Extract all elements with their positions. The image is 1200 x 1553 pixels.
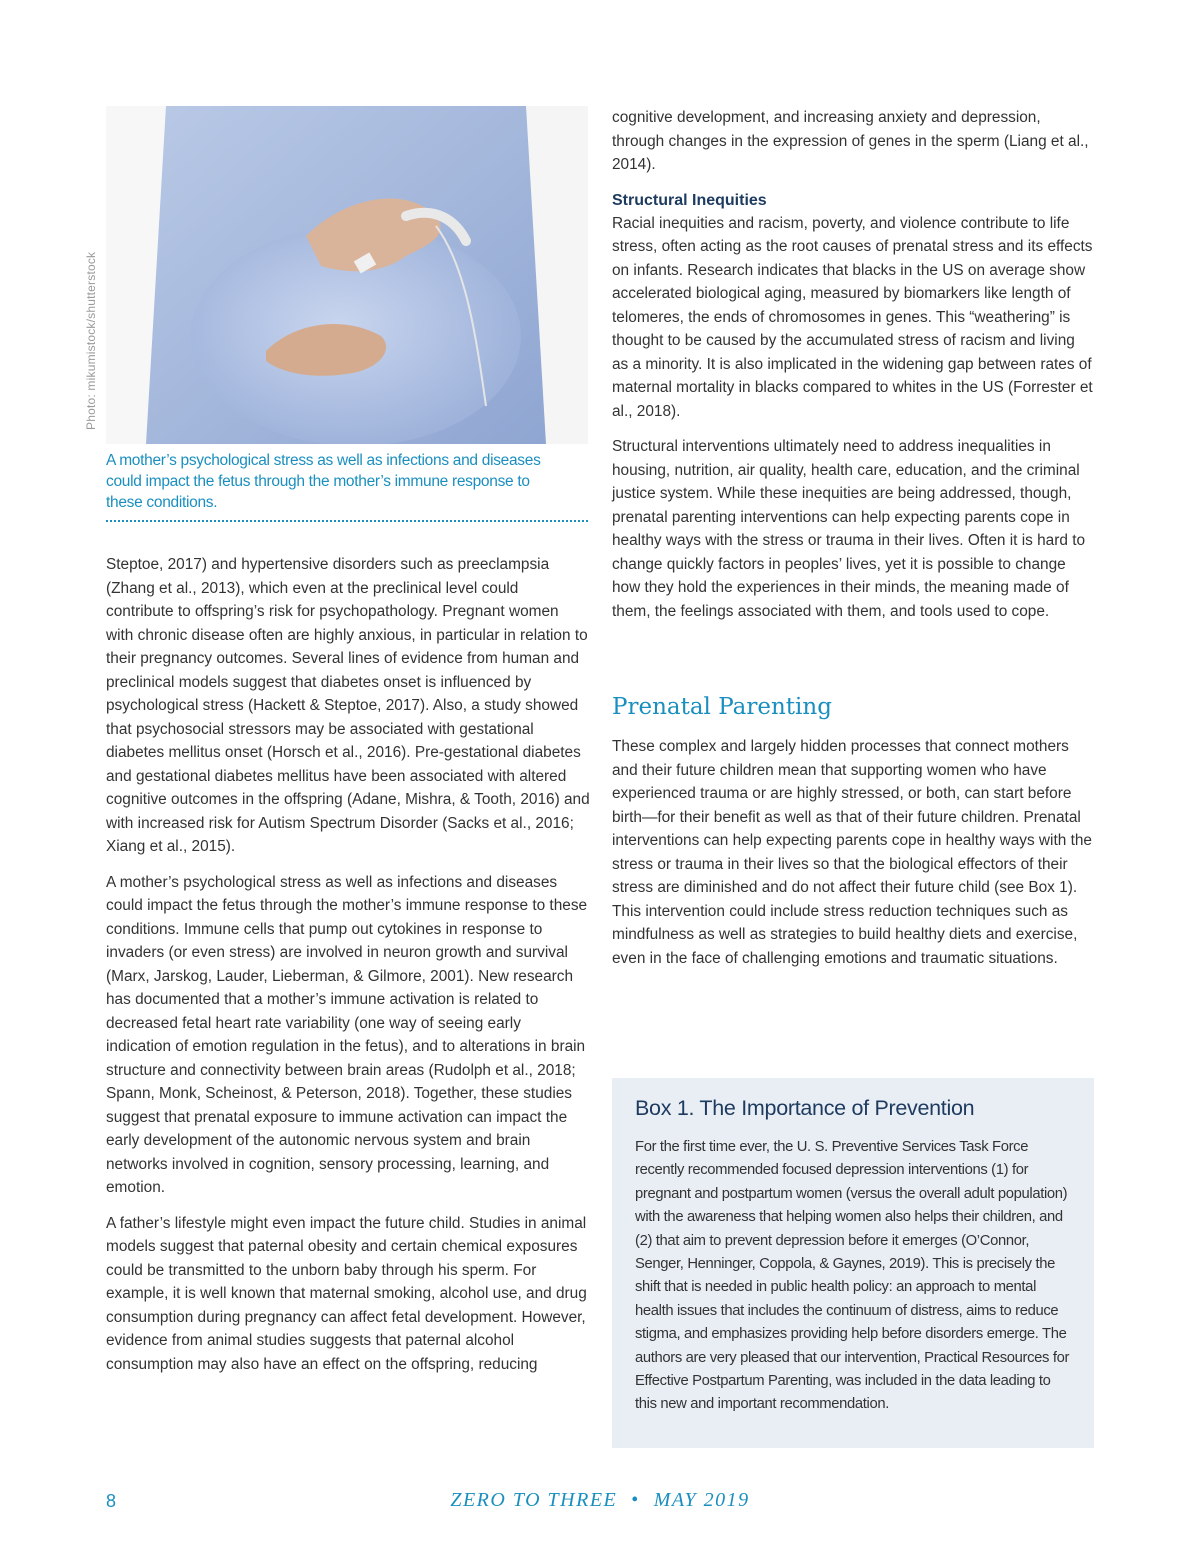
- right-column-top: [612, 106, 1094, 635]
- publication-name: ZERO TO THREE: [450, 1489, 618, 1511]
- right-paragraph-2: Structural interventions ultimately need to address inequalities in housing, nutrition, air quality, health care, education, and the criminal justice system. While these inequities are being addressed, though, prenatal parenting interventions can help expecting parents cope in healthy ways with the stress or trauma in their lives. Often it is hard to change quickly factors in peoples’ lives, yet it is possible to change how they hold the experiences in their minds, the meaning made of them, the feelings associated with them, and tools used to cope.: [612, 438, 1086, 620]
- caption-divider: [106, 520, 588, 522]
- section-title-prenatal-parenting: Prenatal Parenting: [612, 694, 832, 720]
- right-column-middle: [612, 735, 1094, 982]
- box-text: For the first time ever, the U. S. Preventive Services Task Force recently recommended focused depression interventions (1) for pregnant and postpartum women (versus the overall adult population) with the awareness that helping women also helps their children, and (2) that aim to prevent depression before it emerges (O’Connor, Senger, Henninger, Coppola, & Gaynes, 2019). This is precisely the shift that is needed in public health policy: an approach to mental health issues that includes the continuum of distress, aims to reduce stigma, and emphasizes providing help before disorders emerge. The authors are very pleased that our intervention, Practical Resources for Effective Postpartum Parenting, was included in the data leading to this new and important recommendation.: [635, 1139, 1070, 1413]
- box-title: Box 1. The Importance of Prevention: [635, 1096, 975, 1120]
- footer-publication: [0, 1489, 1200, 1512]
- right-paragraph-1: Racial inequities and racism, poverty, and violence contribute to life stress, often acting as the root causes of prenatal stress and its effects on infants. Research indicates that blacks in the US on average show accelerated biological aging, measured by biomarkers like length of telomeres, the ends of chromosomes in genes. This “weathering” is thought to be caused by the accumulated stress of racism and living as a minority. It is also implicated in the widening gap between rates of maternal mortality in blacks compared to whites in the US (Forrester et al., 2018).: [612, 214, 1093, 420]
- photo-credit: Photo: mikumistock/shutterstock: [84, 251, 98, 430]
- publication-date: MAY 2019: [653, 1489, 750, 1511]
- right-paragraph-3: These complex and largely hidden processes that connect mothers and their future children mean that supporting women who have experienced trauma or are highly stressed, or both, can start before birth—for their benefit as well as that of their future children. Prenatal interventions can help expecting parents cope in healthy ways with the stress or trauma in their lives so that the biological effectors of their stress are diminished and do not affect their future child (see Box 1). This intervention could include stress reduction techniques such as mindfulness as well as strategies to build healthy diets and exercise, even in the face of challenging emotions and traumatic situations.: [612, 738, 1092, 967]
- right-paragraph-0: cognitive development, and increasing anxiety and depression, through changes in the expression of genes in the sperm (Liang et al., 2014).: [612, 109, 1089, 173]
- subheading-structural-inequities: Structural Inequities: [612, 191, 767, 209]
- photo-pregnant-woman: [106, 106, 588, 444]
- footer-bullet: •: [631, 1489, 640, 1511]
- photo-caption: A mother’s psychological stress as well as infections and diseases could impact the fetus through the mother’s immune response to these conditions.: [106, 452, 541, 511]
- left-column: [106, 553, 590, 1388]
- sidebar-box: [612, 1078, 1094, 1448]
- left-paragraph-3: A father’s lifestyle might even impact the future child. Studies in animal models suggest that paternal obesity and certain chemical exposures could be transmitted to the unborn baby through his sperm. For example, it is well known that maternal smoking, alcohol use, and drug consumption during pregnancy can affect fetal development. However, evidence from animal studies suggests that paternal alcohol consumption may also have an effect on the offspring, reducing: [106, 1214, 587, 1373]
- photo-illustration: [106, 106, 588, 444]
- page-number: 8: [106, 1491, 117, 1511]
- left-paragraph-1: Steptoe, 2017) and hypertensive disorders such as preeclampsia (Zhang et al., 2013), which even at the preclinical level could contribute to offspring’s risk for psychopathology. Pregnant women with chronic disease often are highly anxious, in particular in relation to their pregnancy outcomes. Several lines of evidence from human and preclinical models suggest that diabetes onset is influenced by psychological stress (Hackett & Steptoe, 2017). Also, a study showed that psychosocial stressors may be associated with gestational diabetes mellitus onset (Horsch et al., 2016). Pre-gestational diabetes and gestational diabetes mellitus have been associated with altered cognitive outcomes in the offspring (Adane, Mishra, & Tooth, 2016) and with increased risk for Autism Spectrum Disorder (Sacks et al., 2016; Xiang et al., 2015).: [106, 556, 590, 855]
- left-paragraph-2: A mother’s psychological stress as well as infections and diseases could impact the fetus through the mother’s immune response to these conditions. Immune cells that pump out cytokines in response to invaders (or even stress) are involved in neuron growth and survival (Marx, Jarskog, Lauder, Lieberman, & Gilmore, 2001). New research has documented that a mother’s immune activation is related to decreased fetal heart rate variability (one way of seeing early indication of emotion regulation in the fetus), and to alterations in brain structure and connectivity between brain areas (Rudolph et al., 2018; Spann, Monk, Scheinost, & Peterson, 2018). Together, these studies suggest that prenatal exposure to immune activation can impact the early development of the autonomic nervous system and brain networks involved in cognition, sensory processing, learning, and emotion.: [106, 873, 588, 1196]
